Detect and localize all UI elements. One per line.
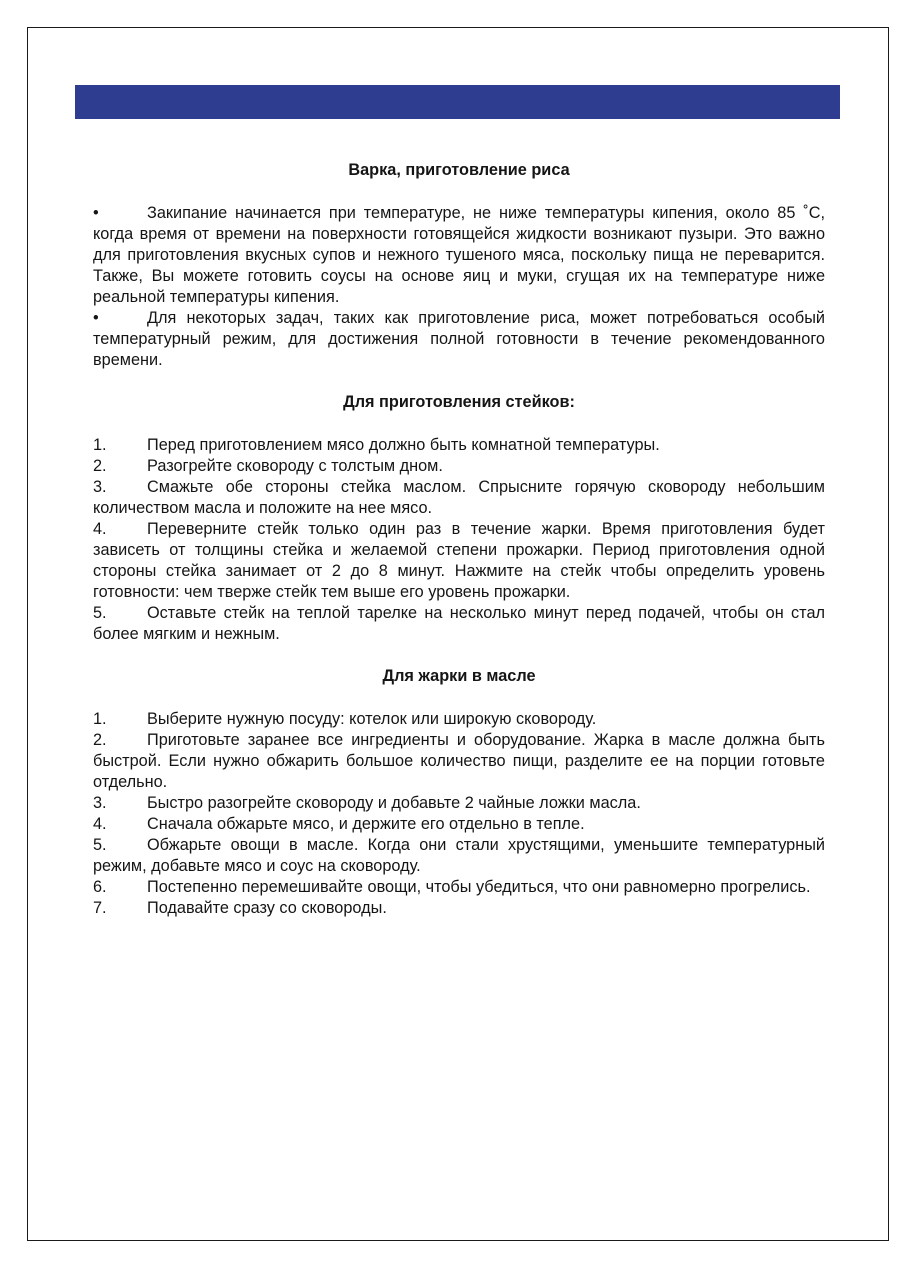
list-item-text: Разогрейте сковороду с толстым дном. bbox=[147, 457, 443, 475]
number-marker: 7. bbox=[93, 899, 107, 917]
list-item bbox=[93, 709, 825, 730]
list-item bbox=[93, 603, 825, 645]
list-item-text: Быстро разогрейте сковороду и добавьте 2 чайные ложки масла. bbox=[147, 794, 641, 812]
section-steaks bbox=[93, 392, 825, 645]
list-item-text: Закипание начинается при температуре, не ниже температуры кипения, около 85 ˚С, когда время от времени на поверхности готовящейся жидкости возникают пузыри. Это важно для приготовления вкусных супов и нежного тушеного мяса, поскольку пища не переварится. Также, Вы можете готовить соусы на основе яиц и муки, сгущая их на температуре ниже реальной температуры кипения. bbox=[93, 204, 825, 306]
number-marker: 2. bbox=[93, 457, 107, 475]
list-item-text: Смажьте обе стороны стейка маслом. Спрысните горячую сковороду небольшим количеством масла и положите на нее мясо. bbox=[93, 478, 825, 517]
number-marker: 5. bbox=[93, 604, 107, 622]
number-marker: 3. bbox=[93, 794, 107, 812]
document-body bbox=[93, 160, 825, 919]
list-item-text: Постепенно перемешивайте овощи, чтобы убедиться, что они равномерно прогрелись. bbox=[147, 878, 811, 896]
bullet-marker: • bbox=[93, 204, 99, 222]
number-marker: 1. bbox=[93, 710, 107, 728]
list-item-text: Подавайте сразу со сковороды. bbox=[147, 899, 387, 917]
list-item-text: Приготовьте заранее все ингредиенты и оборудование. Жарка в масле должна быть быстрой. Если нужно обжарить большое количество пищи, разделите ее на порции готовьте отдельно. bbox=[93, 731, 825, 791]
list-item-text: Сначала обжарьте мясо, и держите его отдельно в тепле. bbox=[147, 815, 585, 833]
list-item bbox=[93, 814, 825, 835]
number-marker: 3. bbox=[93, 478, 107, 496]
section-title: Варка, приготовление риса bbox=[348, 161, 570, 179]
section-title: Для жарки в масле bbox=[382, 667, 536, 685]
number-marker: 6. bbox=[93, 878, 107, 896]
list-item-text: Оставьте стейк на теплой тарелке на несколько минут перед подачей, чтобы он стал более мягким и нежным. bbox=[93, 604, 825, 643]
number-marker: 5. bbox=[93, 836, 107, 854]
list-item bbox=[93, 456, 825, 477]
section-rice bbox=[93, 160, 825, 371]
list-item bbox=[93, 519, 825, 603]
section-oil-frying bbox=[93, 666, 825, 919]
list-item bbox=[93, 435, 825, 456]
list-item-text: Обжарьте овощи в масле. Когда они стали хрустящими, уменьшите температурный режим, добавьте мясо и соус на сковороду. bbox=[93, 836, 825, 875]
number-marker: 1. bbox=[93, 436, 107, 454]
list-item bbox=[93, 308, 825, 371]
list-item-text: Переверните стейк только один раз в течение жарки. Время приготовления будет зависеть от толщины стейка и желаемой степени прожарки. Период приготовления одной стороны стейка занимает от 2 до 8 минут. Нажмите на стейк чтобы определить уровень готовности: чем тверже стейк тем выше его уровень прожарки. bbox=[93, 520, 825, 601]
list-item-text: Выберите нужную посуду: котелок или широкую сковороду. bbox=[147, 710, 597, 728]
number-marker: 4. bbox=[93, 520, 107, 538]
number-marker: 4. bbox=[93, 815, 107, 833]
number-marker: 2. bbox=[93, 731, 107, 749]
list-item bbox=[93, 477, 825, 519]
list-item bbox=[93, 203, 825, 308]
section-title: Для приготовления стейков: bbox=[343, 393, 575, 411]
list-item bbox=[93, 793, 825, 814]
list-item bbox=[93, 877, 825, 898]
list-item-text: Перед приготовлением мясо должно быть комнатной температуры. bbox=[147, 436, 660, 454]
bullet-marker: • bbox=[93, 309, 99, 327]
list-item bbox=[93, 898, 825, 919]
header-band bbox=[75, 85, 840, 119]
list-item-text: Для некоторых задач, таких как приготовление риса, может потребоваться особый температурный режим, для достижения полной готовности в течение рекомендованного времени. bbox=[93, 309, 825, 369]
list-item bbox=[93, 730, 825, 793]
list-item bbox=[93, 835, 825, 877]
